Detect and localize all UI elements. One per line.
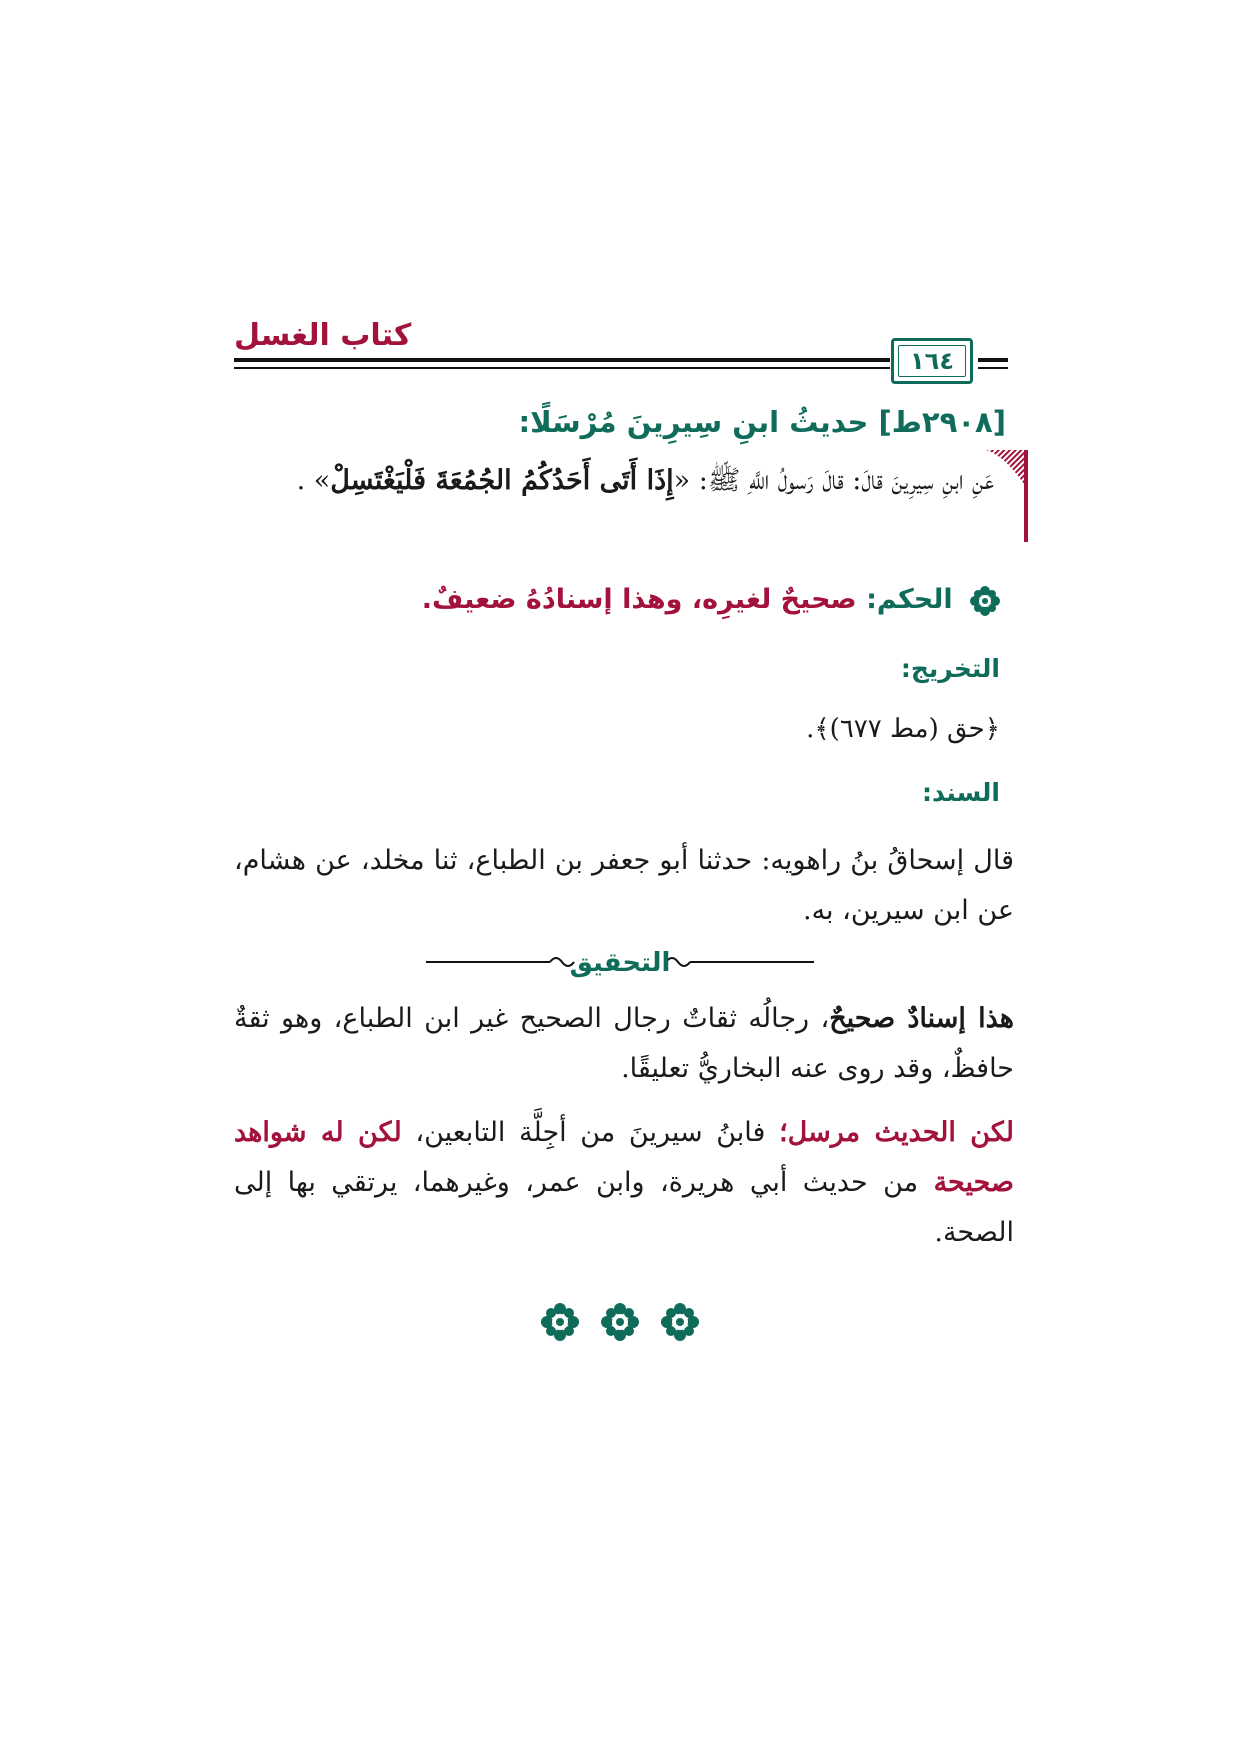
tahqiq-p2-maroon-2: لكن له شواهد صحيحة (234, 1117, 1014, 1198)
tahqiq-divider (420, 948, 820, 978)
book-title: كتاب الغسل (234, 318, 412, 353)
tahqiq-p2-mid: فابنُ سيرينَ من أجِلَّة التابعين، (401, 1117, 780, 1148)
takhrij-line: ﴿حق (مط ٦٧٧)﴾. (806, 714, 1000, 744)
hadith-title: [٢٩٠٨ط] حديثُ ابنِ سِيرِينَ مُرْسَلًا: (518, 405, 1006, 439)
header-rule-right-thick (978, 358, 1008, 362)
header-rule-right-thin (978, 367, 1008, 369)
end-ornaments (540, 1302, 700, 1342)
ruling-line (220, 584, 1000, 616)
header-rule-thin (234, 367, 890, 369)
tahqiq-p1-bold: هذا إسنادٌ صحيحٌ (829, 1003, 1014, 1034)
hadith-intro: عَنِ ابنِ سِيرِينَ قالَ: قالَ رَسولُ اللَّهِ ﷺ: « (673, 465, 994, 496)
ruling-value: صحيحٌ لغيرِه، وهذا إسنادُهُ ضعيفٌ. (421, 584, 857, 615)
hadith-matn: إِذَا أَتَى أَحَدُكُمُ الجُمُعَةَ فَلْيَغْتَسِلْ (330, 465, 674, 496)
sanad-label: السند: (921, 778, 1000, 807)
page-number-frame (891, 338, 973, 384)
tahqiq-p1-rest: ، رجالُه ثقاتٌ رجال الصحيح غير ابن الطباع، وهو ثقةٌ حافظٌ، وقد روى عنه البخاريُّ تعليقًا. (234, 1003, 1014, 1084)
header-rule-thick (234, 358, 890, 362)
tahqiq-p2-maroon-1: لكن الحديث مرسل؛ (779, 1117, 1014, 1148)
ruling-label: الحكم: (866, 584, 953, 615)
hadith-text (234, 456, 994, 506)
flower-ornament-icon (540, 1302, 580, 1342)
flower-ornament-icon (600, 1302, 640, 1342)
page-header (234, 318, 1008, 390)
tahqiq-p2-rest: من حديث أبي هريرة، وابن عمر، وغيرهما، يرتقي بها إلى الصحة. (234, 1167, 1014, 1248)
sanad-text: قال إسحاقُ بنُ راهويه: حدثنا أبو جعفر بن الطباع، ثنا مخلد، عن هشام، عن ابن سيرين، به. (234, 845, 1014, 926)
tahqiq-paragraph-1 (234, 994, 1014, 1094)
tahqiq-paragraph-2 (234, 1108, 1014, 1258)
flower-bullet-icon (970, 586, 1000, 616)
tahqiq-label: التحقيق (569, 948, 671, 978)
page-number: ١٦٤ (898, 345, 966, 377)
flower-ornament-icon (660, 1302, 700, 1342)
takhrij-label: التخريج: (900, 654, 1000, 683)
hadith-close: » . (296, 465, 331, 496)
